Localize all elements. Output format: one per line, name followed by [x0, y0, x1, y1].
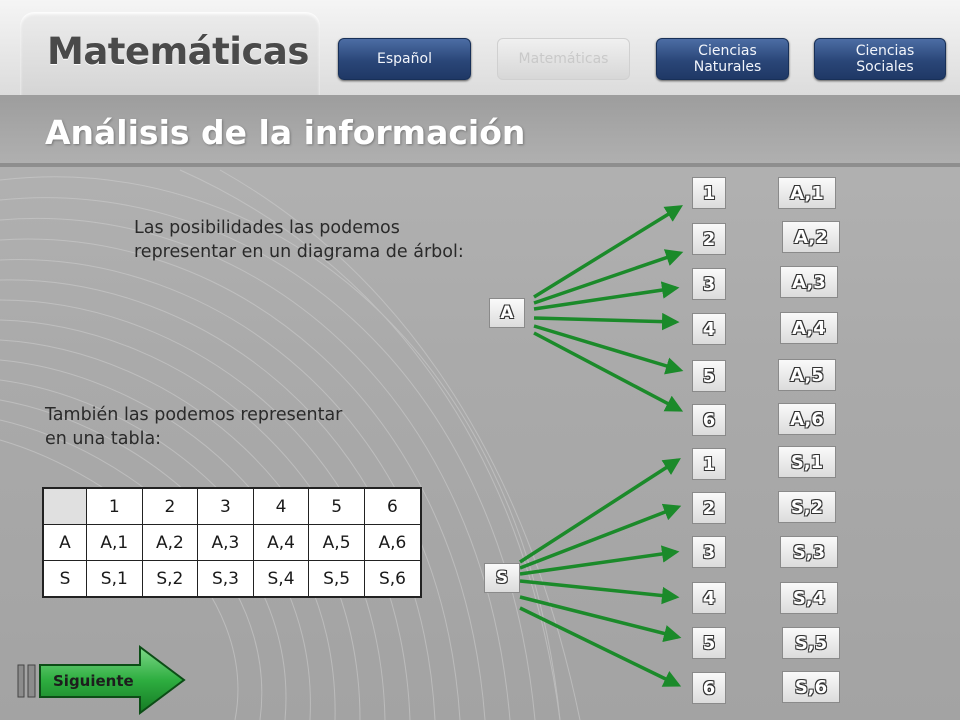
- tree-root-s: S: [484, 563, 520, 593]
- table-cell: S,2: [142, 561, 198, 598]
- app-title: Matemáticas: [47, 30, 309, 73]
- tree-intro-text: Las posibilidades las podemos representar en un diagrama de árbol:: [134, 218, 464, 262]
- table-header-cell: 5: [309, 488, 365, 525]
- tree-branch-arrow: [520, 581, 676, 597]
- tree-branch-arrow: [534, 253, 680, 303]
- table-header-cell: 4: [253, 488, 309, 525]
- next-button[interactable]: [16, 645, 190, 715]
- tree-result-node: A,5: [778, 359, 836, 391]
- table-header-cell: 3: [198, 488, 254, 525]
- nav-label-naturales-line2: Naturales: [693, 59, 762, 75]
- tree-number-node: 6: [692, 404, 726, 436]
- tree-number-node: 5: [692, 360, 726, 392]
- tree-branch-arrow: [520, 460, 678, 562]
- tree-number-node: 3: [692, 536, 726, 568]
- table-cell: S,5: [309, 561, 365, 598]
- table-cell: A,2: [142, 525, 198, 561]
- tree-branch-arrow: [534, 333, 680, 410]
- table-row-header: A: [43, 525, 87, 561]
- tree-result-node: S,5: [782, 627, 840, 659]
- table-cell: A,4: [253, 525, 309, 561]
- tree-result-node: S,4: [780, 582, 838, 614]
- tree-number-node: 4: [692, 582, 726, 614]
- tree-branch-arrow: [520, 608, 678, 685]
- table-row-header: S: [43, 561, 87, 598]
- table-cell: A,6: [364, 525, 421, 561]
- tree-result-node: A,1: [778, 177, 836, 209]
- tree-branch-arrow: [534, 207, 680, 297]
- table-cell: S,1: [87, 561, 143, 598]
- tree-result-node: A,6: [778, 403, 836, 435]
- tree-result-node: S,6: [782, 671, 840, 703]
- nav-label-sociales-line2: Sociales: [856, 59, 914, 75]
- tree-number-node: 5: [692, 627, 726, 659]
- tree-branch-arrow: [520, 552, 676, 574]
- tree-number-node: 1: [692, 448, 726, 480]
- tree-result-node: A,3: [780, 266, 838, 298]
- nav-label-sociales-line1: Ciencias: [855, 43, 915, 59]
- tree-number-node: 4: [692, 313, 726, 345]
- table-intro-text: También las podemos representar en una tabla:: [45, 405, 343, 449]
- table-cell: A,3: [198, 525, 254, 561]
- table-cell: A,5: [309, 525, 365, 561]
- table-header-cell: 6: [364, 488, 421, 525]
- table-cell: S,6: [364, 561, 421, 598]
- tree-result-node: S,2: [778, 491, 836, 523]
- tree-branch-arrow: [534, 318, 676, 322]
- tree-branch-arrow: [534, 288, 676, 309]
- nav-label-naturales-line1: Ciencias: [698, 43, 757, 59]
- tree-number-node: 2: [692, 492, 726, 524]
- table-cell: S,3: [198, 561, 254, 598]
- nav-label-espanol: Español: [377, 51, 432, 67]
- nav-label-matematicas: Matemáticas: [518, 51, 609, 67]
- table-cell: S,4: [253, 561, 309, 598]
- tree-result-node: A,2: [782, 221, 840, 253]
- tree-number-node: 3: [692, 268, 726, 300]
- tree-result-node: S,1: [778, 446, 836, 478]
- table-header-cell: 1: [87, 488, 143, 525]
- table-cell: A,1: [87, 525, 143, 561]
- table-header-cell: 2: [142, 488, 198, 525]
- tree-number-node: 1: [692, 177, 726, 209]
- tree-branch-arrow: [520, 507, 678, 568]
- section-title: Análisis de la información: [45, 113, 526, 152]
- tree-result-node: A,4: [780, 312, 838, 344]
- tree-root-a: A: [489, 298, 525, 328]
- tree-number-node: 6: [692, 672, 726, 704]
- tree-number-node: 2: [692, 223, 726, 255]
- tree-branch-arrow: [534, 326, 680, 370]
- tree-result-node: S,3: [780, 536, 838, 568]
- next-button-label: Siguiente: [53, 672, 134, 690]
- tree-branch-arrow: [520, 597, 678, 637]
